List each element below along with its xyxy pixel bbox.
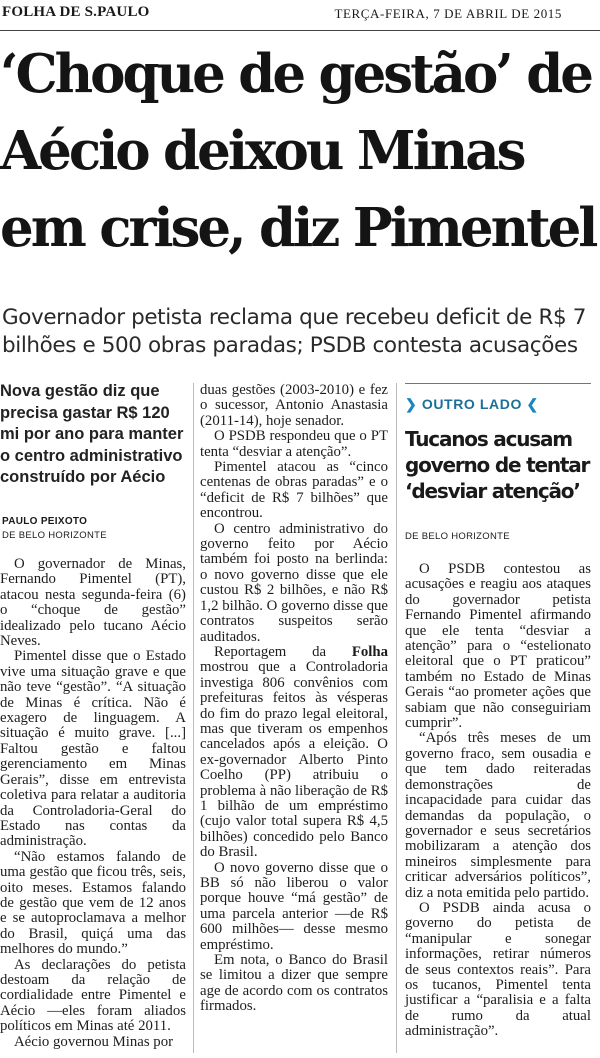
paragraph: “Não estamos falando de uma gestão que ficou três, seis, oito meses. Estamos falando de gestão que vem de 12 anos e se autoproclamava a melhor do Brasil, quiçá uma das melhores do mundo.” [0,848,186,958]
byline-locale: DE BELO HORIZONTE [2,530,107,541]
sidebar-top-rule [405,383,591,384]
dateline: TERÇA-FEIRA, 7 DE ABRIL DE 2015 [334,6,562,21]
headline-line: ‘Choque de gestão’ de [0,43,591,105]
paragraph: Pimentel disse que o Estado vive uma situação grave e que não teve “gestão”. “A situação de Minas é crítica. Não é exagero de linguagem. A situação é muito grave. [...] Faltou gestão e faltou gerenciamento em Minas Gerais”, disse em entrevista coletiva para relatar a auditoria da Controladoria-Geral do Estado nas contas da administração. [0,648,186,850]
sidebar-title: Tucanos acusam governo de tentar ‘desviar atenção’ [405,427,590,503]
article-column-2 [200,383,388,1015]
text-run: mostrou que a Controladoria investiga 806 convênios com prefeituras feitos às vésperas do fim do prazo legal eleitoral, mas que tiveram os empenhos cancelados após a eleição. O ex-governador Alberto Pinto Coelho (PP) atribuiu o problema à não liberação de R$ 1 bilhão de um empréstimo (cujo valor total supera R$ 4,5 bilhões) concedido pelo Banco do Brasil. [200,659,388,861]
column-divider [193,383,194,1053]
sidebar-kicker [405,396,539,413]
masthead: FOLHA DE S.PAULO [2,4,150,20]
kicker-label: OUTRO LADO [421,396,522,412]
headline-line: Aécio deixou Minas [0,120,524,182]
chevron-right-icon: ❯ [405,396,418,412]
chevron-left-icon: ❮ [526,396,539,412]
paragraph [200,645,388,861]
paragraph: O novo governo disse que o BB só não liberou o valor porque houve “má gestão” de uma parcela anterior —de R$ 600 milhões— desse mesmo empréstimo. [200,859,388,953]
paragraph: duas gestões (2003-2010) e fez o sucessor, Antonio Anastasia (2011-14), hoje senador. [200,382,388,429]
paragraph: Aécio governou Minas por [14,1033,174,1050]
paragraph: Pimentel atacou as “cinco centenas de obras paradas” e o “deficit de R$ 7 bilhões” que encontrou. [200,459,388,522]
subheadline: Governador petista reclama que recebeu deficit de R$ 7 bilhões e 500 obras paradas; PSDB contesta acusações [2,305,586,358]
headline [0,36,600,267]
paragraph: Em nota, o Banco do Brasil se limitou a dizer que sempre age de acordo com os contratos firmados. [200,952,388,1015]
paragraph: O PSDB respondeu que o PT tenta “desviar a atenção”. [200,428,388,460]
deck-summary: Nova gestão diz que precisa gastar R$ 120 mi por ano para manter o centro administrativo construído por Aécio [0,382,184,487]
paragraph: O centro administrativo do governo feito por Aécio também foi posto na berlinda: o novo governo disse que ele custou R$ 2 bilhões, e não R$ 1,2 bilhão. O governo disse que contratos suspeitos serão auditados. [200,520,388,645]
sidebar-column [405,562,591,1040]
byline-author: PAULO PEIXOTO [2,516,88,527]
article-column-1 [0,557,186,1050]
headline-line: em crise, diz Pimentel [0,197,596,259]
paragraph: “Após três meses de um governo fraco, sem ousadia e que tem dado reiteradas demonstrações de incapacidade para cuidar das demandas da população, o governador e seus secretários mobilizaram a atenção dos mineiros simplesmente para criticar adversários políticos”, diz a nota emitida pelo partido. [405,730,591,901]
paragraph: As declarações do petista destoam da relação de cordialidade entre Pimentel e Aécio —eles foram aliados políticos em Minas até 2011. [0,956,186,1035]
paragraph: O governador de Minas, Fernando Pimentel (PT), atacou nesta segunda-feira (6) o “choque de gestão” idealizado pelo tucano Aécio Neves. [0,556,186,650]
text-run: Reportagem da [214,643,352,660]
paragraph: O PSDB ainda acusa o governo do petista de “manipular e sonegar informações, retirar números de seus contextos reais”. Para os tucanos, Pimentel tenta justificar a “paralisia e a falta de rumo da atual administração”. [405,899,591,1040]
sidebar-locale: DE BELO HORIZONTE [405,531,510,542]
paragraph: O PSDB contestou as acusações e reagiu aos ataques do governador petista Fernando Pimentel afirmando que ele tenta “desviar a atenção” para o “estelionato eleitoral que o PT praticou” também no Estado de Minas Gerais “ao prometer ações que sabiam que não conseguiriam cumprir”. [405,561,591,732]
top-bar [0,0,600,31]
column-divider [396,383,397,1053]
brand-name: Folha [351,643,388,660]
